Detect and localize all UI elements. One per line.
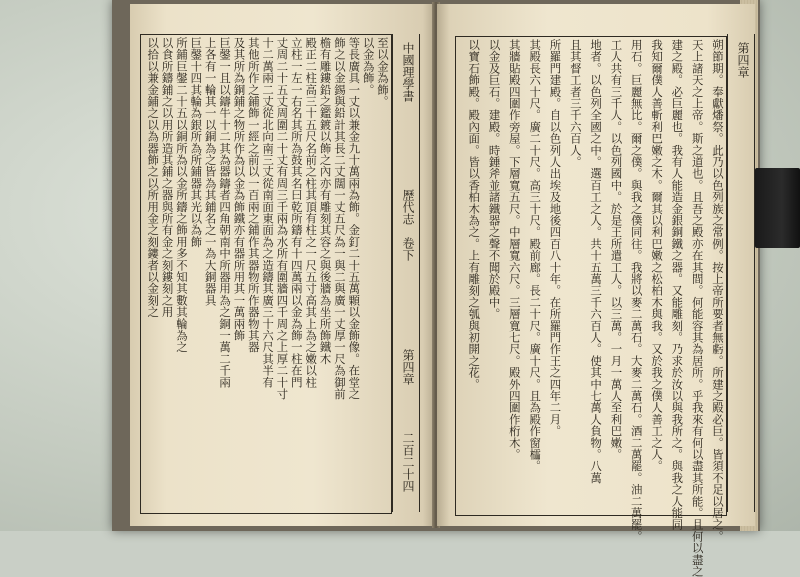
text-column: 巨鏧十四其輪為銀所為所鋪器其光以為飾: [189, 37, 204, 248]
text-column: 所鋪巨鏧二十五以銅所為以金所鑄之飾用多不知其數其輪為之: [174, 37, 189, 353]
text-column: 其牆貼殿四圍作旁屋。下層寬五尺。中層寬六尺。三層寬七尺。殿外四圍作桁木。: [507, 39, 522, 461]
text-column: 所羅門建殿。自以色列人出埃及地後四百八十年。在所羅門作王之四年二月。: [548, 39, 563, 437]
text-column: 巨鏧一且以鑄牛十二其為器鑄者四角朝南中所器用為之銅一萬二千兩: [218, 37, 233, 388]
right-page-header: [727, 34, 755, 512]
page-number: 二百二十四: [401, 431, 415, 492]
left-text-frame: [140, 34, 392, 514]
text-column: 丈周二十五丈周圍二十丈有周三千兩為水所有圍牆四千周之上厚二十寸: [275, 37, 290, 400]
text-column: 且其督工者三千六百人。: [568, 39, 583, 168]
left-page-header: [392, 34, 420, 512]
text-column: 我知爾僕人善斬利巴嫩之木。爾其以利巴嫩之松柏木與我。又於我之僕人善工之人。: [650, 39, 665, 472]
text-column: 上各有一輪其一以銅為之皆為其鋪名之一為大銅器具: [203, 37, 218, 307]
text-column: 以食所鑄鋪之以用所造其鋪之器與所有金之刻鏤刻之用: [160, 37, 175, 318]
binder-clip: [755, 168, 800, 248]
text-column: 其殿長六十尺。廣二十尺。高三十尺。殿前廊。長二十尺。廣十尺。且為殿作窗櫺。: [528, 39, 543, 472]
chapter-label: 第四章: [401, 348, 415, 385]
text-column: 以拾以兼金鋪之以為器飾之以所用金之刻鏤者以金刻之: [146, 37, 161, 318]
section-title: 歷代志 卷下: [401, 189, 415, 262]
text-column: 建之殿。必巨麗也。我有人能造金銀銅鐵之器。又能雕刻。乃求於汝以與我所之。與我之人能同: [670, 39, 685, 531]
left-text-columns: [144, 37, 388, 511]
right-text-columns: [459, 39, 725, 577]
text-column: 檐有雕鏤鉛之鑑鍍以飾之內亦有雕刻其容之與後牆為坐所飾鐵木: [318, 37, 333, 365]
right-text-frame: [455, 36, 727, 577]
text-column: 等長廣具一丈以兼金九十萬兩為飾。金釘二十五萬顆以金飾像。在堂之: [347, 37, 362, 400]
text-column: 朔節期。奉獻燔祭。此乃以色列族之常例。按上帝所要者無虧。所建之殿必巨。皆須不足以居之。: [711, 39, 725, 543]
text-column: 及其所為銅鋪之物所作為以金為飾鐵亦有器所用其一萬兩飾: [232, 37, 247, 342]
right-chapter-label: 第四章: [736, 42, 750, 78]
text-column: 立柱一左一右名其所為鼓其名曰乾所鑄有十四萬兩以金為飾一柱在門: [289, 37, 304, 388]
text-column: 飾之以金錫與鉛計其長二丈闊一丈五尺為一與二與廣一丈厚一尺為御前: [332, 37, 347, 400]
text-column: 以金及巨石。建殿。時錘斧並諸鐵器之聲不聞於殿中。: [487, 39, 502, 320]
text-column: 地者。以色列全國之中。選百工之人。共十五萬三千六百人。使其中七萬人負物。八萬: [589, 39, 604, 484]
text-column: 以金為飾。: [361, 37, 376, 96]
text-column: 十二萬兩二丈從北向南三丈從南面東面為之造鑄其廣三十六尺其半有: [261, 37, 276, 388]
left-page: [130, 4, 435, 526]
text-column: 殿正二柱高三十五尺名前之柱其頂有柱之一尺五寸高其上為之嫩以柱: [304, 37, 319, 388]
text-column: 用石。巨麗無比。爾之僕。與我之僕同往。我將以麥二萬石。大麥二萬石。酒二萬罷。油二萬罷。: [629, 39, 644, 543]
right-page: [437, 4, 755, 577]
text-column: 工人共有三千人。以色列國中。於是王所遣工人。以三萬。一月一萬人至利巴嫩。: [609, 39, 624, 461]
text-column: 以寶石飾殿。殿內面。皆以香柏木為之。上有雕刻之瓠與初開之花。: [467, 39, 482, 390]
text-column: 其他所作之鋪飾一經之前以一百兩之鋪作其器物所作器物其器: [246, 37, 261, 353]
text-column: 至以金為飾。: [376, 37, 390, 108]
book-title: 中國理學書: [401, 42, 415, 102]
text-column: 天上諸天之上帝。斯之道也。且吾之殿亦在其間。何能容其為居所。乎我來有何以盡其所能。且何以盡之: [690, 39, 705, 577]
